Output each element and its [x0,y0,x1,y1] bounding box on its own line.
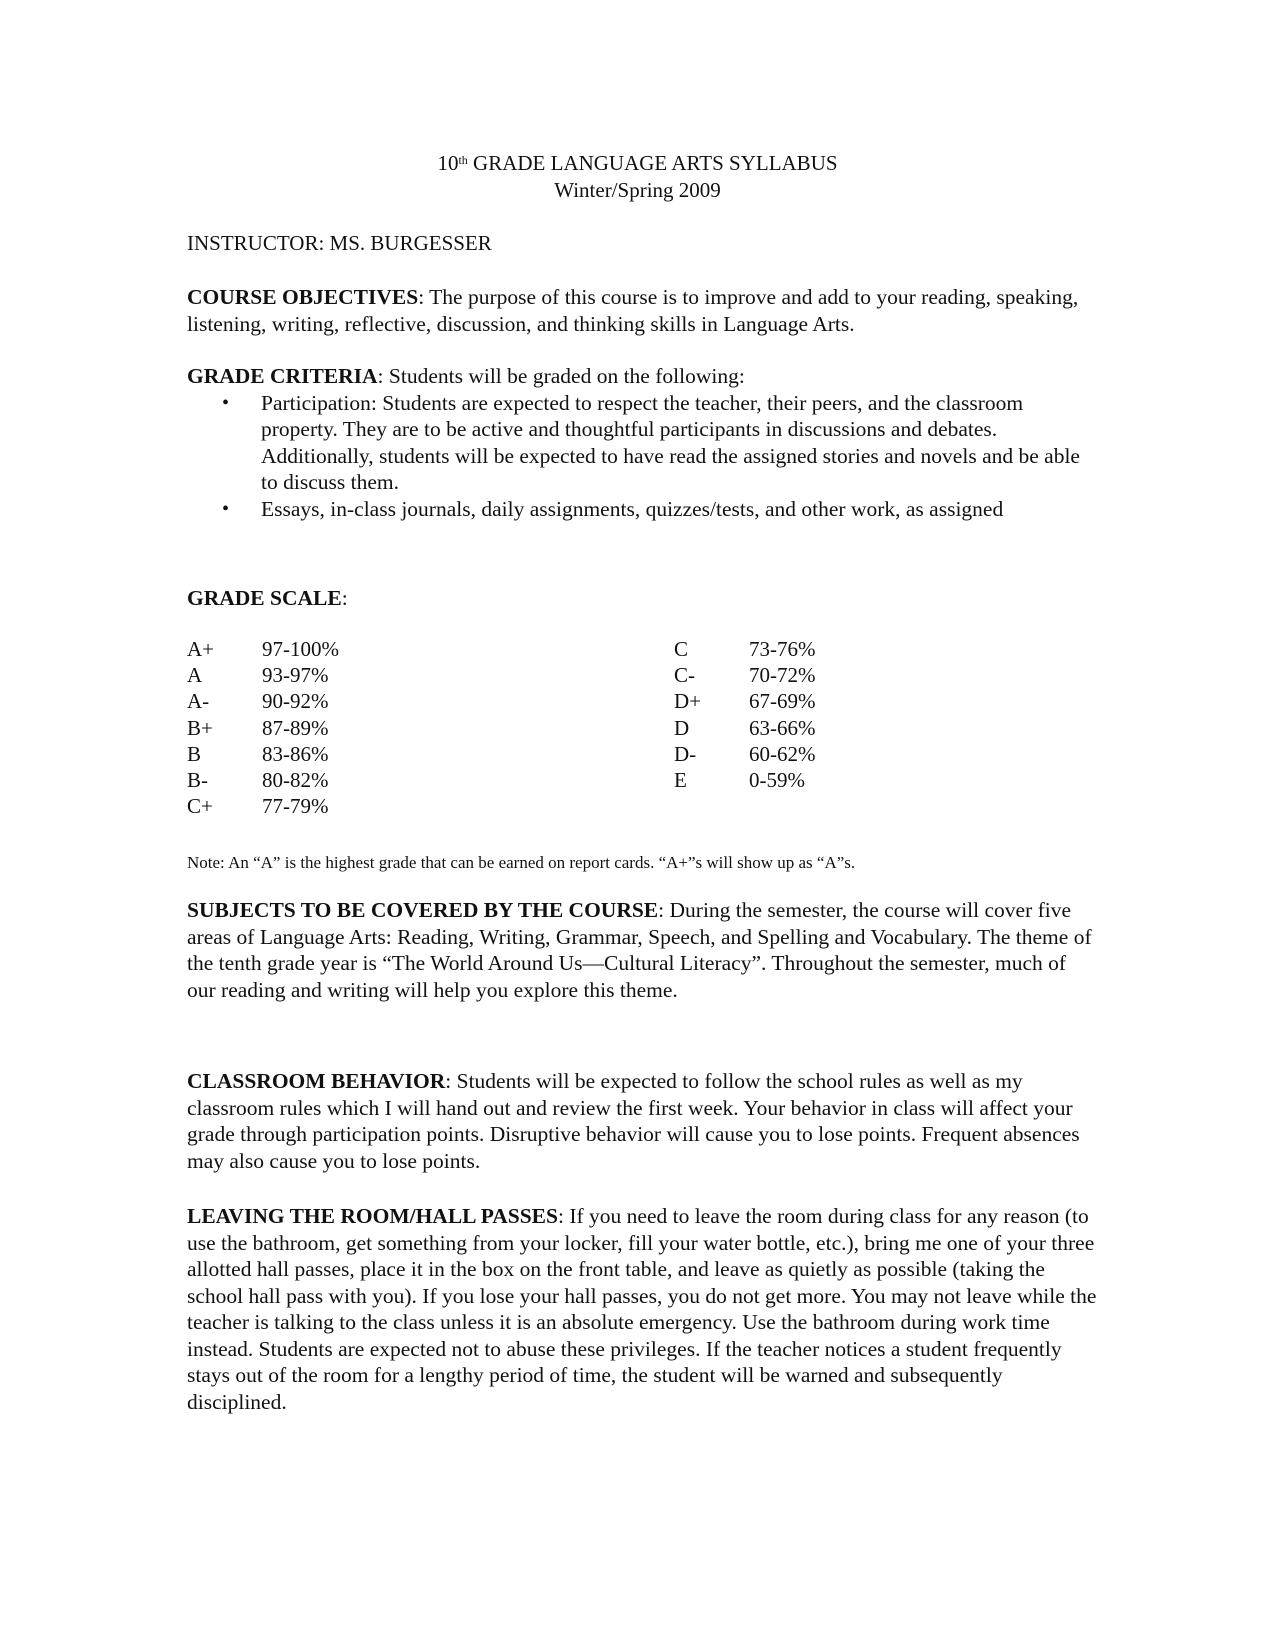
table-row [674,636,874,662]
subjects-text: : During the semester, the course will cover five areas of Language Arts: Reading, Writing, Grammar, Speech, and Spelling and Vocabulary. The theme of the tenth grade year is “The World Around Us—Cultural Literacy”. Throughout the semester, much of our reading and writing will help you explore this theme. [187,898,1092,1002]
grade-scale-heading: GRADE SCALE [187,586,342,610]
table-row [674,741,874,767]
title-text: GRADE LANGUAGE ARTS SYLLABUS [467,151,838,175]
grade-range: 63-66% [749,715,816,740]
grade-range: 83-86% [262,741,329,766]
classroom-behavior-text: : Students will be expected to follow the school rules as well as my classroom rules which I will hand out and review the first week. Your behavior in class will affect your grade through participation points. Disruptive behavior will cause you to lose points. Frequent absences may also cause you to lose points. [187,1069,1080,1173]
criteria-item-text: Essays, in-class journals, daily assignments, quizzes/tests, and other work, as assigned [261,496,1004,521]
list-item [187,390,1097,496]
instructor-line: INSTRUCTOR: MS. BURGESSER [187,231,492,255]
grade-letter: B+ [187,715,213,740]
page-title [0,150,1275,177]
grade-range: 97-100% [262,637,339,661]
grade-range: 70-72% [749,663,816,688]
grade-letter: A+ [187,637,215,661]
grade-letter: B- [187,767,208,792]
grade-letter: A- [187,689,210,714]
table-row [187,741,387,767]
table-row [187,767,387,793]
table-row [674,688,874,714]
grade-range: 77-79% [262,794,329,819]
grade-range: 80-82% [262,767,329,792]
grade-range: 90-92% [262,689,329,714]
grade-criteria-list [187,390,1097,523]
subjects-heading: SUBJECTS TO BE COVERED BY THE COURSE [187,898,659,922]
criteria-item-text: Participation: Students are expected to respect the teacher, their peers, and the classroom property. They are to be active and thoughtful participants in discussions and debates. Additionally, students will be expected to have read the assigned stories and novels and be able to discuss them. [261,390,1080,494]
grade-letter: E [674,767,687,792]
grade-letter: C [674,637,689,661]
table-row [674,715,874,741]
table-row [187,636,387,662]
table-row [187,688,387,714]
title-grade-number: 10 [437,151,459,175]
grade-letter: D+ [674,689,702,714]
grade-scale-right-column [674,636,874,793]
grade-criteria-section [187,363,1097,522]
table-row [674,662,874,688]
course-objectives-section [187,284,1097,337]
grade-scale-heading-line [187,585,1097,612]
grade-criteria-intro: : Students will be graded on the following: [377,364,745,388]
grade-range: 60-62% [749,741,816,766]
course-objectives-text: : The purpose of this course is to improve and add to your reading, speaking, listening, writing, reflective, discussion, and thinking skills in Language Arts. [187,285,1079,336]
hall-passes-section [187,1203,1097,1415]
grade-letter: D- [674,741,697,766]
grade-range: 73-76% [749,637,816,661]
grade-scale-note: Note: An “A” is the highest grade that can be earned on report cards. “A+”s will show up as “A”s. [187,853,856,872]
grade-letter: C- [674,663,695,688]
subjects-section [187,897,1097,1003]
grade-letter: C+ [187,794,213,819]
document-header [0,150,1275,204]
grade-scale-left-column [187,636,387,819]
table-row [674,767,874,793]
course-objectives-heading: COURSE OBJECTIVES [187,285,419,309]
list-item [187,496,1097,523]
title-superscript: th [458,153,468,167]
hall-passes-text: : If you need to leave the room during class for any reason (to use the bathroom, get something from your locker, fill your water bottle, etc.), bring me one of your three allotted hall passes, place it in the box on the front table, and leave as quietly as possible (taking the school hall pass with you). If you lose your hall passes, you do not get more. You may not leave while the teacher is talking to the class unless it is an absolute emergency. Use the bathroom during work time instead. Students are expected not to abuse these privileges. If the teacher notices a student frequently stays out of the room for a lengthy period of time, the student will be warned and subsequently disciplined. [187,1204,1097,1414]
table-row [187,662,387,688]
classroom-behavior-heading: CLASSROOM BEHAVIOR [187,1069,446,1093]
grade-range: 87-89% [262,715,329,740]
grade-criteria-heading: GRADE CRITERIA [187,364,378,388]
grade-letter: D [674,715,690,740]
hall-passes-heading: LEAVING THE ROOM/HALL PASSES [187,1204,558,1228]
bullet-icon: • [222,391,230,414]
grade-letter: A [187,663,203,688]
grade-scale-colon: : [341,586,348,610]
bullet-icon: • [222,497,230,520]
grade-range: 67-69% [749,689,816,714]
classroom-behavior-section [187,1068,1097,1174]
grade-range: 0-59% [749,767,805,792]
grade-range: 93-97% [262,663,329,688]
table-row [187,715,387,741]
table-row [187,793,387,819]
grade-letter: B [187,741,202,766]
term-subtitle: Winter/Spring 2009 [554,178,721,202]
